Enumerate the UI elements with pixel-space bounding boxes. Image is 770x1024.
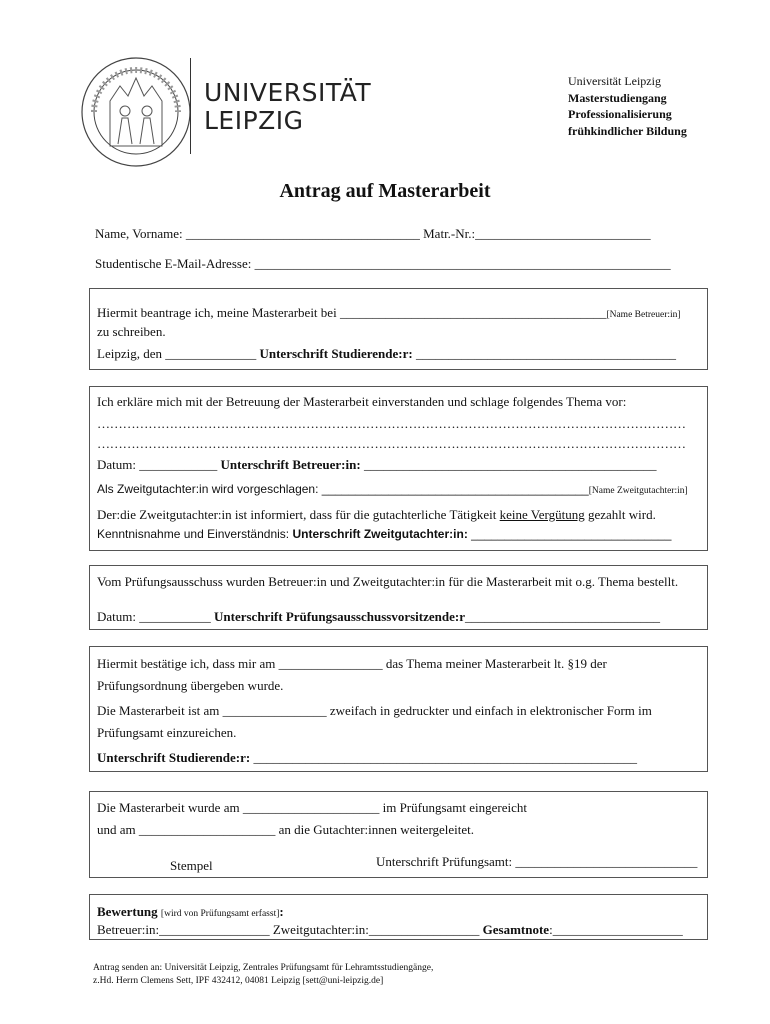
- committee-signature-label: Unterschrift Prüfungsausschussvorsitzende:r: [214, 609, 465, 624]
- topic-line-1[interactable]: …………………………………………………………………………………………………………………………: [97, 416, 686, 431]
- forwarded-date-field[interactable]: _____________________: [138, 822, 276, 837]
- second-reviewer-note: [Name Zweitgutachter:in]: [588, 486, 688, 496]
- supervision-box: [89, 386, 708, 551]
- submitted-date-field[interactable]: _____________________: [242, 800, 380, 815]
- grading-box: [89, 894, 708, 940]
- place-date-label: Leipzig, den: [97, 346, 162, 361]
- address-block: [568, 73, 687, 139]
- footer-line: z.Hd. Herrn Clemens Sett, IPF 432412, 04081 Leipzig [sett@uni-leipzig.de]: [93, 976, 384, 986]
- date-label: Datum:: [97, 457, 136, 472]
- matr-field[interactable]: ___________________________: [475, 226, 651, 241]
- forwarded-text-end: an die Gutachter:innen weitergeleitet.: [278, 822, 475, 837]
- second-reviewer-row: [97, 482, 688, 496]
- logo-divider: [190, 58, 191, 154]
- second-reviewer-grade-field[interactable]: _________________: [368, 922, 480, 937]
- topic-intro: Ich erkläre mich mit der Betreuung der Masterarbeit einverstanden und schlage folgendes Thema vor:: [97, 394, 627, 409]
- compensation-text: Der:die Zweitgutachter:in ist informiert, dass für die gutachterliche Tätigkeit: [97, 507, 497, 522]
- committee-text: Vom Prüfungsausschuss wurden Betreuer:in und Zweitgutachter:in für die Masterarbeit mit o.g. Thema bestellt.: [97, 574, 679, 589]
- submission-row: [97, 703, 652, 719]
- compensation-text-end: gezahlt wird.: [587, 507, 656, 522]
- university-city: LEIPZIG: [204, 106, 304, 135]
- name-field[interactable]: ____________________________________: [185, 226, 420, 241]
- topic-date-row: [97, 656, 607, 672]
- committee-box: [89, 565, 708, 630]
- write-text: zu schreiben.: [97, 324, 166, 339]
- submission-text: Die Masterarbeit ist am: [97, 703, 220, 718]
- footer: [93, 962, 433, 988]
- stamp-label: Stempel: [170, 858, 213, 873]
- supervisor-grade-field[interactable]: _________________: [159, 922, 270, 937]
- office-signature-row: [376, 854, 697, 870]
- name-label: Name, Vorname:: [95, 226, 183, 241]
- address-line: Professionalisierung: [568, 107, 672, 121]
- office-signature-field[interactable]: ____________________________: [515, 854, 698, 869]
- total-grade-label: Gesamtnote: [482, 922, 550, 937]
- topic-date-text: Hiermit bestätige ich, dass mir am: [97, 656, 276, 671]
- committee-signature-field[interactable]: ______________________________: [464, 609, 660, 624]
- supervisor-text: Hiermit beantrage ich, meine Masterarbeit bei: [97, 305, 337, 320]
- confirmation-box: [89, 646, 708, 772]
- grading-colon: :: [279, 904, 284, 919]
- date-label: Datum:: [97, 609, 136, 624]
- no-compensation-text: keine Vergütung: [499, 507, 585, 522]
- submitted-text: Die Masterarbeit wurde am: [97, 800, 240, 815]
- total-grade-colon: :: [549, 922, 553, 937]
- student-signature-field[interactable]: ________________________________________: [415, 346, 676, 361]
- supervisor-row: [97, 305, 681, 321]
- grading-title: Bewertung: [97, 904, 158, 919]
- second-reviewer-grade-label: Zweitgutachter:in:: [272, 922, 369, 937]
- date-field[interactable]: ___________: [139, 609, 211, 624]
- second-reviewer-signature-field[interactable]: ______________________________: [471, 527, 672, 541]
- exam-office-box: [89, 791, 708, 878]
- forwarded-row: [97, 822, 474, 838]
- student-signature-label: Unterschrift Studierende:r:: [259, 346, 413, 361]
- submitted-row: [97, 800, 527, 816]
- grades-row: [97, 922, 683, 938]
- email-row: [95, 256, 671, 272]
- supervisor-signature-row: [97, 457, 656, 473]
- consent-row: [97, 527, 671, 541]
- email-label: Studentische E-Mail-Adresse:: [95, 256, 252, 271]
- forwarded-text: und am: [97, 822, 136, 837]
- submission-date-field[interactable]: ________________: [222, 703, 327, 718]
- footer-line: Antrag senden an: Universität Leipzig, Zentrales Prüfungsamt für Lehramtsstudiengänge,: [93, 963, 434, 973]
- supervisor-note: [Name Betreuer:in]: [606, 310, 681, 320]
- date-signature-row: [97, 346, 676, 362]
- second-reviewer-text: Als Zweitgutachter:in wird vorgeschlagen:: [97, 482, 319, 496]
- supervisor-field[interactable]: _________________________________________: [339, 305, 607, 320]
- page-title: Antrag auf Masterarbeit: [279, 180, 491, 202]
- date-field[interactable]: ______________: [165, 346, 257, 361]
- office-signature-label: Unterschrift Prüfungsamt:: [376, 854, 513, 869]
- address-line: Universität Leipzig: [568, 74, 661, 88]
- application-box: [89, 288, 708, 370]
- student-signature-row: [97, 750, 637, 766]
- student-signature-label: Unterschrift Studierende:r:: [97, 750, 251, 765]
- exam-regulation-text: Prüfungsordnung übergeben wurde.: [97, 678, 284, 693]
- address-line: Masterstudiengang: [568, 90, 667, 105]
- grading-header: [97, 904, 284, 920]
- supervisor-signature-field[interactable]: _____________________________________________: [363, 457, 657, 472]
- submit-office-text: Prüfungsamt einzureichen.: [97, 725, 237, 740]
- name-matr-row: [95, 226, 651, 242]
- university-seal-icon: [80, 56, 192, 168]
- committee-signature-row: [97, 609, 660, 625]
- supervisor-signature-label: Unterschrift Betreuer:in:: [220, 457, 361, 472]
- submission-text-end: zweifach in gedruckter und einfach in elektronischer Form im: [329, 703, 652, 718]
- submitted-text-end: im Prüfungsamt eingereicht: [382, 800, 528, 815]
- topic-line-2[interactable]: …………………………………………………………………………………………………………………………: [97, 436, 686, 451]
- university-name: UNIVERSITÄT: [204, 78, 372, 107]
- grading-note: [wird von Prüfungsamt erfasst]: [160, 909, 280, 919]
- second-reviewer-field[interactable]: ________________________________________: [321, 482, 589, 496]
- supervisor-grade-label: Betreuer:in:: [97, 922, 160, 937]
- topic-date-field[interactable]: ________________: [278, 656, 383, 671]
- total-grade-field[interactable]: ____________________: [552, 922, 683, 937]
- compensation-note: [97, 507, 656, 523]
- consent-text: Kenntnisnahme und Einverständnis:: [97, 527, 290, 541]
- email-field[interactable]: ________________________________________________________________: [254, 256, 671, 271]
- student-signature-field[interactable]: ___________________________________________________________: [253, 750, 637, 765]
- date-field[interactable]: ____________: [139, 457, 218, 472]
- topic-date-text-end: das Thema meiner Masterarbeit lt. §19 der: [385, 656, 607, 671]
- address-line: frühkindlicher Bildung: [568, 123, 687, 138]
- matr-label: Matr.-Nr.:: [423, 226, 476, 241]
- second-reviewer-signature-label: Unterschrift Zweitgutachter:in:: [292, 527, 468, 541]
